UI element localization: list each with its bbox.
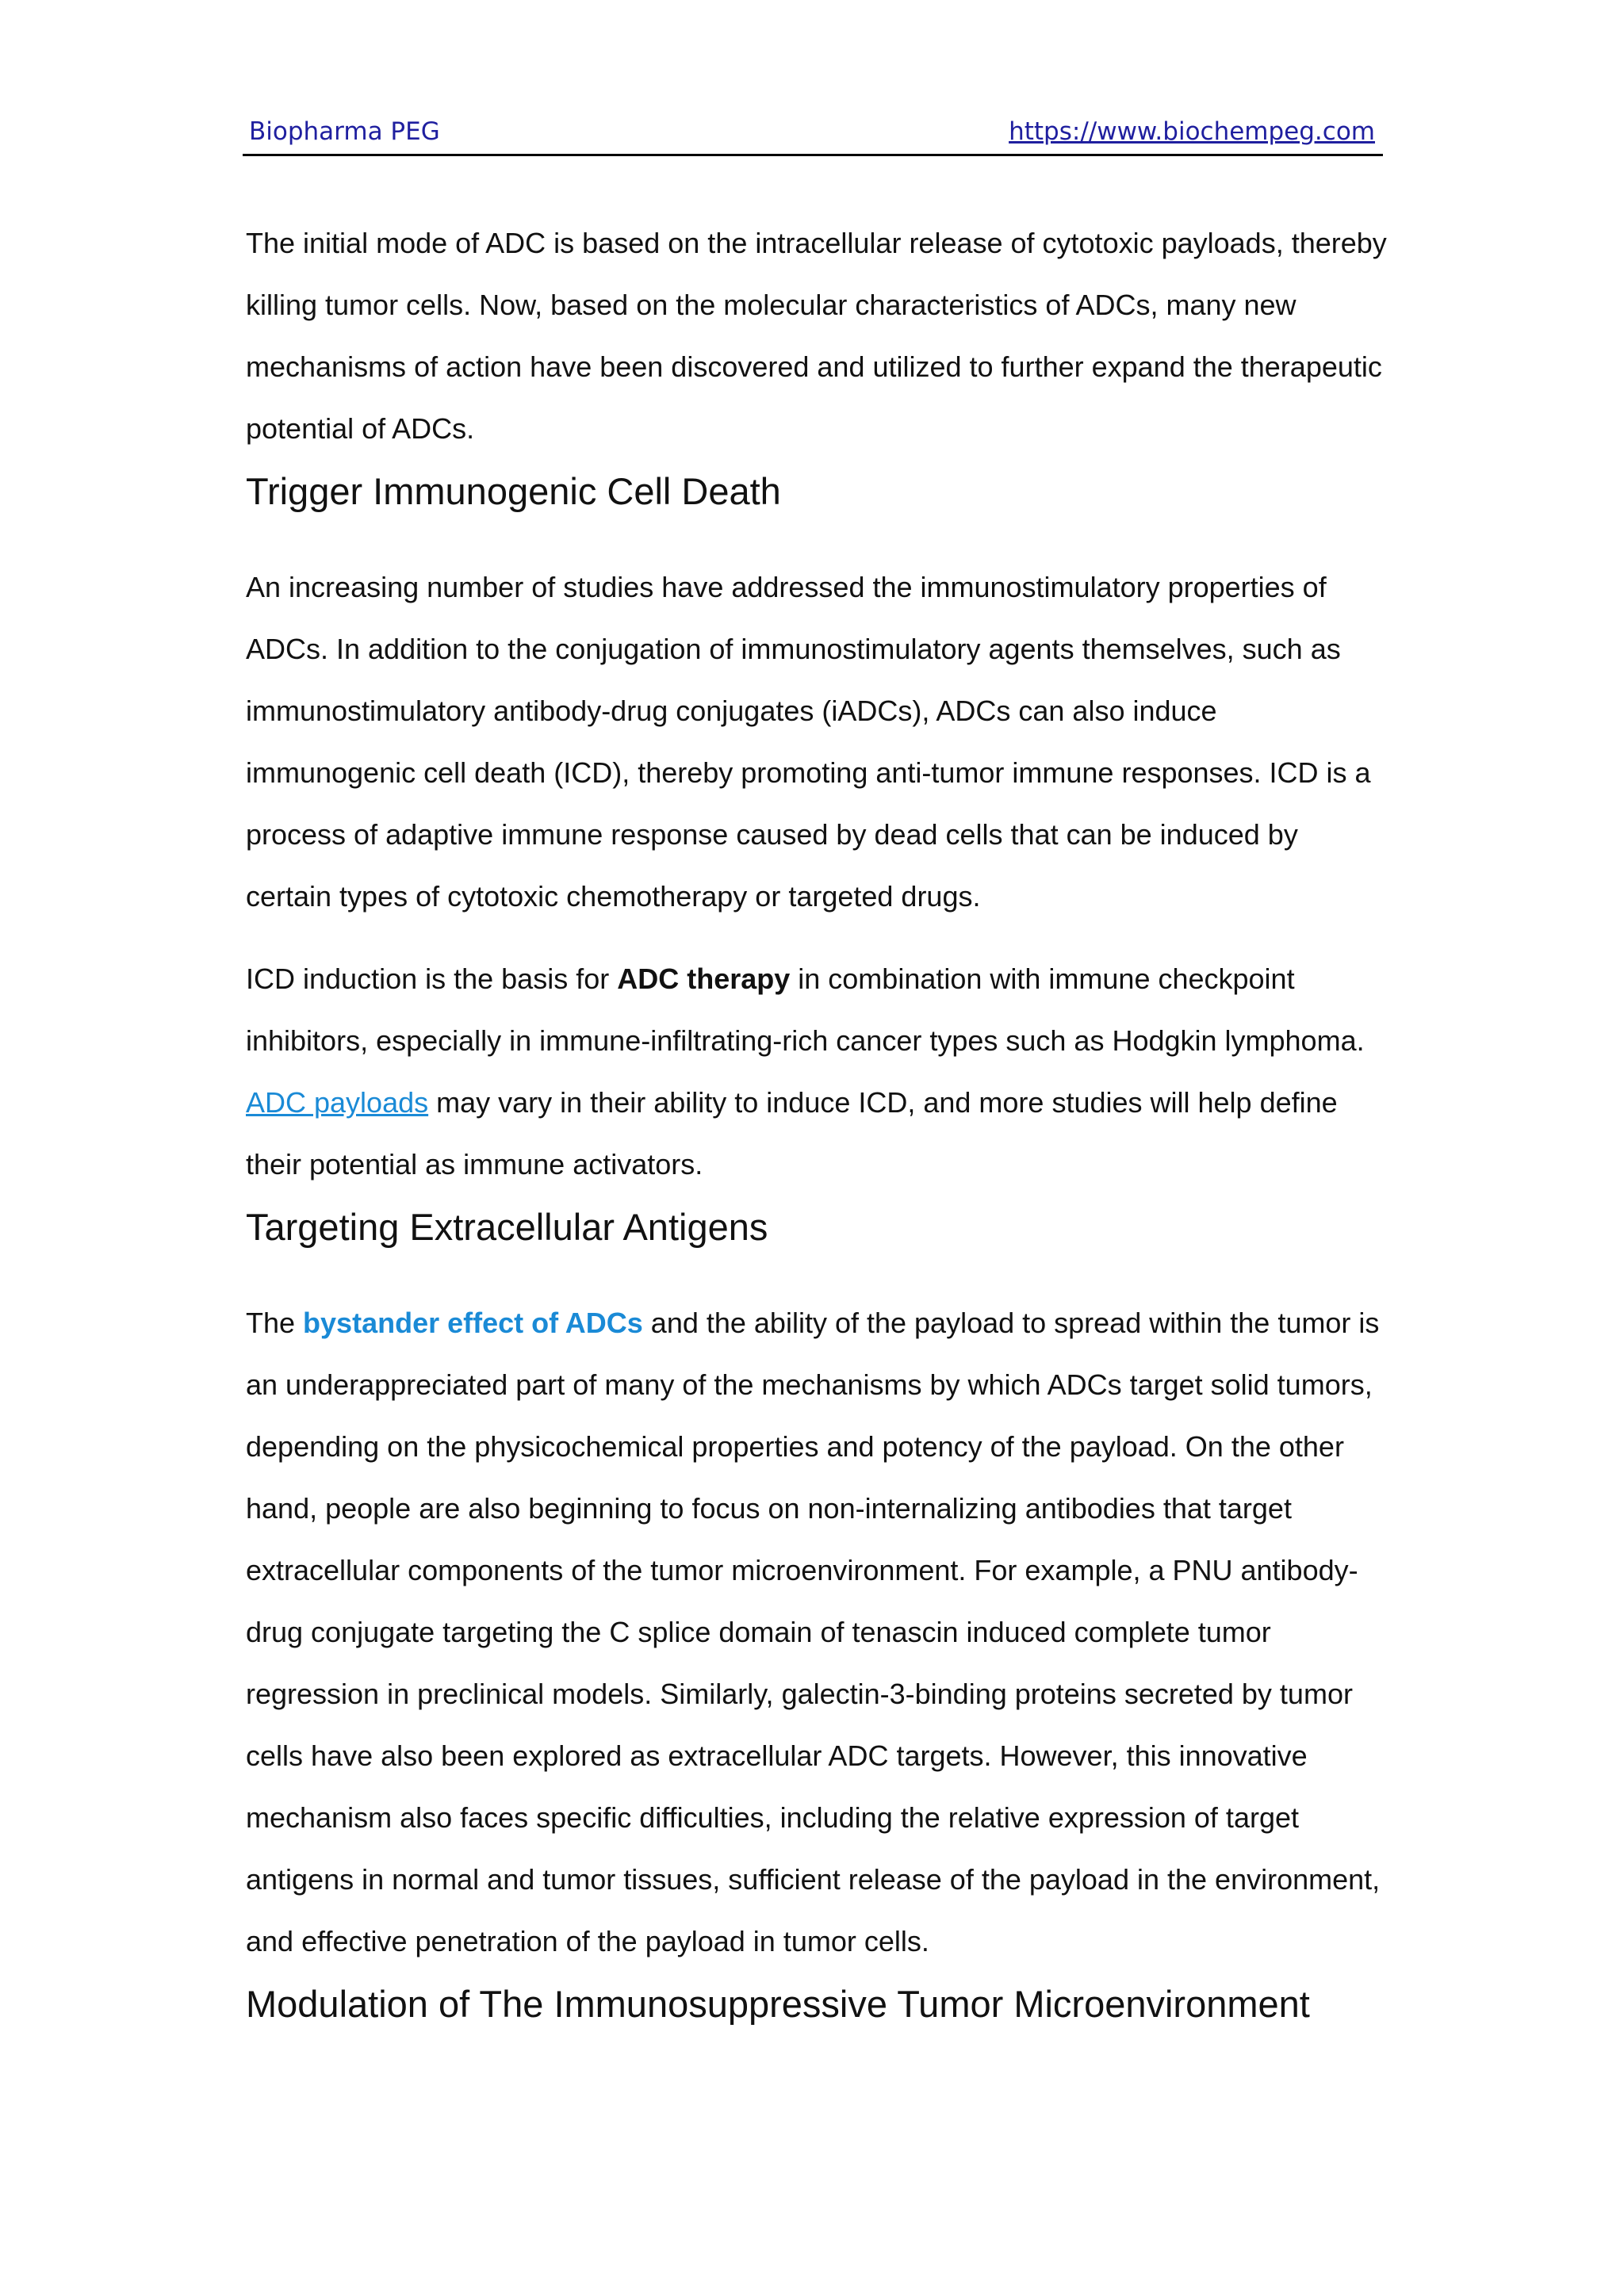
section-heading-icd: Trigger Immunogenic Cell Death [246,470,781,512]
text-segment: in combination with immune checkpoint inhibitors, especially in immune-infiltrating-rich cancer types such as Hodgkin lymphoma. [246,962,1365,1057]
article-body [246,212,1388,2069]
paragraph-bystander [246,1292,1388,1973]
text-segment: and the ability of the payload to spread within the tumor is an underappreciated part of many of the mechanisms by which ADCs target solid tumors, depending on the physicochemical properties and potency of the payload. On the other hand, people are also beginning to focus on non-internalizing antibodies that target extracellular components of the tumor microenvironment. For example, a PNU antibody-drug conjugate targeting the C splice domain of tenascin induced complete tumor regression in preclinical models. Similarly, galectin-3-binding proteins secreted by tumor cells have also been explored as extracellular ADC targets. However, this innovative mechanism also faces specific difficulties, including the relative expression of target antigens in normal and tumor tissues, sufficient release of the payload in the environment, and effective penetration of the payload in tumor cells. [246,1307,1381,1957]
section-heading-extracellular: Targeting Extracellular Antigens [246,1206,768,1248]
text-segment: may vary in their ability to induce ICD, and more studies will help define their potential as immune activators. [246,1086,1338,1181]
website-link[interactable]: https://www.biochempeg.com [1009,117,1375,146]
brand-name: Biopharma PEG [249,117,440,146]
intro-paragraph: The initial mode of ADC is based on the intracellular release of cytotoxic payloads, thereby killing tumor cells. Now, based on the molecular characteristics of ADCs, many new mechanisms of action have been discovered and utilized to further expand the therapeutic potential of ADCs. [246,227,1387,445]
bystander-effect-link[interactable]: bystander effect of ADCs [303,1307,643,1339]
bold-term-adc-therapy: ADC therapy [617,962,791,995]
section-heading-microenvironment: Modulation of The Immunosuppressive Tumor Microenvironment [246,1983,1310,2025]
adc-payloads-link[interactable]: ADC payloads [246,1086,429,1119]
page-header [243,113,1383,156]
text-segment: The [246,1307,304,1339]
paragraph-icd-induction [246,948,1388,1196]
paragraph-immunostimulatory: An increasing number of studies have addressed the immunostimulatory properties of ADCs. In addition to the conjugation of immunostimulatory agents themselves, such as immunostimulatory antibody-drug conjugates (iADCs), ADCs can also induce immunogenic cell death (ICD), thereby promoting anti-tumor immune responses. ICD is a process of adaptive immune response caused by dead cells that can be induced by certain types of cytotoxic chemotherapy or targeted drugs. [246,571,1371,913]
text-segment: ICD induction is the basis for [246,962,618,995]
